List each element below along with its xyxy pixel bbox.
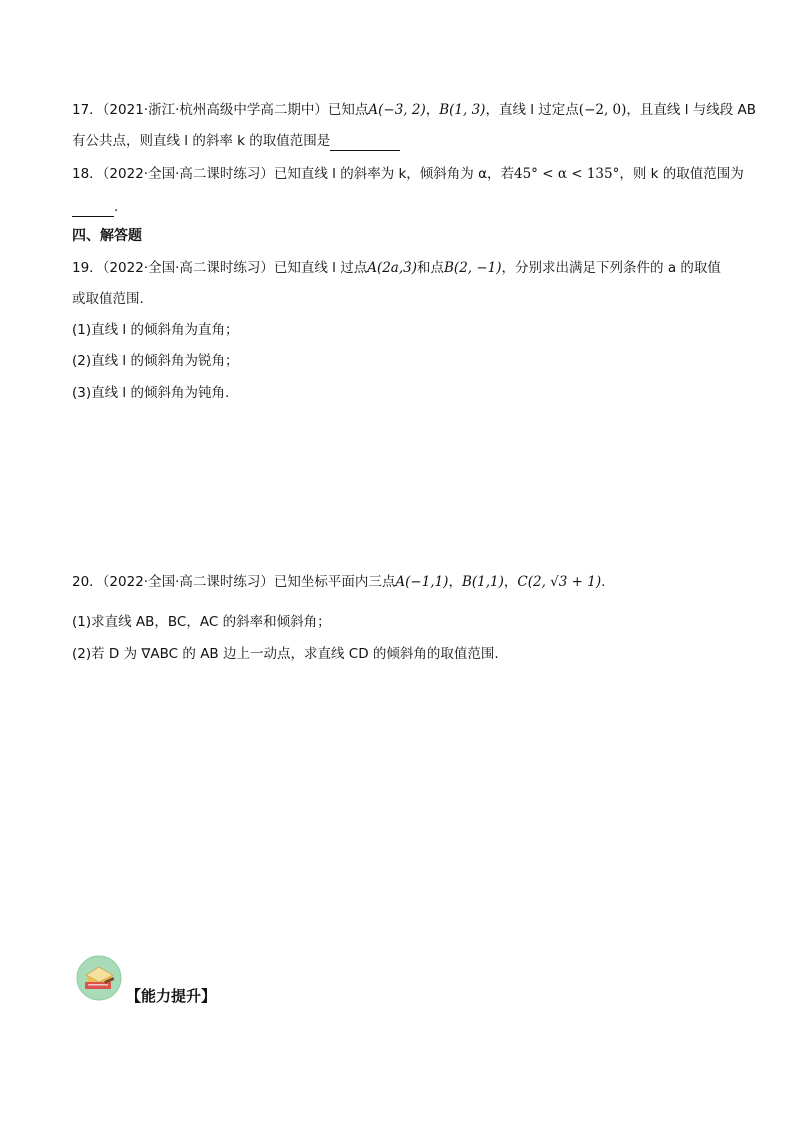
q20-sep1: ， [448, 574, 462, 590]
q20-end: . [601, 574, 606, 590]
q19-line1 [72, 258, 721, 278]
q20-prefix: 20．（2022·全国·高二课时练习）已知坐标平面内三点 [72, 574, 396, 590]
q17-point-a: A(−3, 2) [368, 102, 426, 118]
q17-line1 [72, 100, 756, 120]
q18-condition: 45° < α < 135° [514, 166, 620, 182]
q20-point-a: A(−1,1) [395, 574, 449, 590]
q19-mid: 和点 [417, 260, 445, 276]
q18-line1 [72, 164, 744, 184]
q17-mid: ，直线 l 过定点 [485, 102, 579, 118]
q17-suffix: ，且直线 l 与线段 AB [626, 102, 757, 118]
q19-prefix: 19．（2022·全国·高二课时练习）已知直线 l 过点 [72, 260, 368, 276]
q19-point-b: B(2, −1) [444, 260, 502, 276]
q20-line1 [72, 572, 605, 592]
q19-suffix: ，分别求出满足下列条件的 a 的取值 [501, 260, 721, 276]
q18-suffix: ，则 k 的取值范围为 [619, 166, 744, 182]
q19-line2: 或取值范围. [72, 291, 144, 307]
q17-sep: ， [425, 102, 440, 118]
q19-part-1: (1)直线 l 的倾斜角为直角； [72, 322, 239, 338]
q18-line2 [72, 197, 118, 217]
q19-part-2: (2)直线 l 的倾斜角为锐角； [72, 353, 239, 369]
q17-line2-text: 有公共点，则直线 l 的斜率 k 的取值范围是 [72, 133, 331, 149]
q20-sep2: ， [503, 574, 518, 590]
answer-blank [72, 202, 114, 217]
q17-line2 [72, 131, 400, 151]
q19-point-a: A(2a,3) [367, 260, 418, 276]
answer-blank [330, 136, 400, 151]
ability-section [76, 955, 236, 1015]
q20-point-b: B(1,1) [461, 574, 504, 590]
books-icon [76, 955, 122, 1001]
ability-label: 【能力提升】 [126, 987, 217, 1005]
q18-prefix: 18．（2022·全国·高二课时练习）已知直线 l 的斜率为 k，倾斜角为 α，若 [72, 166, 514, 182]
q18-end: . [114, 199, 119, 215]
q19-part-3: (3)直线 l 的倾斜角为钝角. [72, 385, 230, 401]
q17-fixed-point: (−2, 0) [578, 102, 627, 118]
section-title: 四、解答题 [72, 228, 142, 244]
q20-part-2: (2)若 D 为 ∇ABC 的 AB 边上一动点，求直线 CD 的倾斜角的取值范围. [72, 646, 499, 662]
q17-point-b: B(1, 3) [439, 102, 486, 118]
q20-point-c: C(2, √3 + 1) [517, 574, 602, 590]
q17-prefix: 17．（2021·浙江·杭州高级中学高二期中）已知点 [72, 102, 369, 118]
q20-part-1: (1)求直线 AB，BC，AC 的斜率和倾斜角； [72, 614, 331, 630]
